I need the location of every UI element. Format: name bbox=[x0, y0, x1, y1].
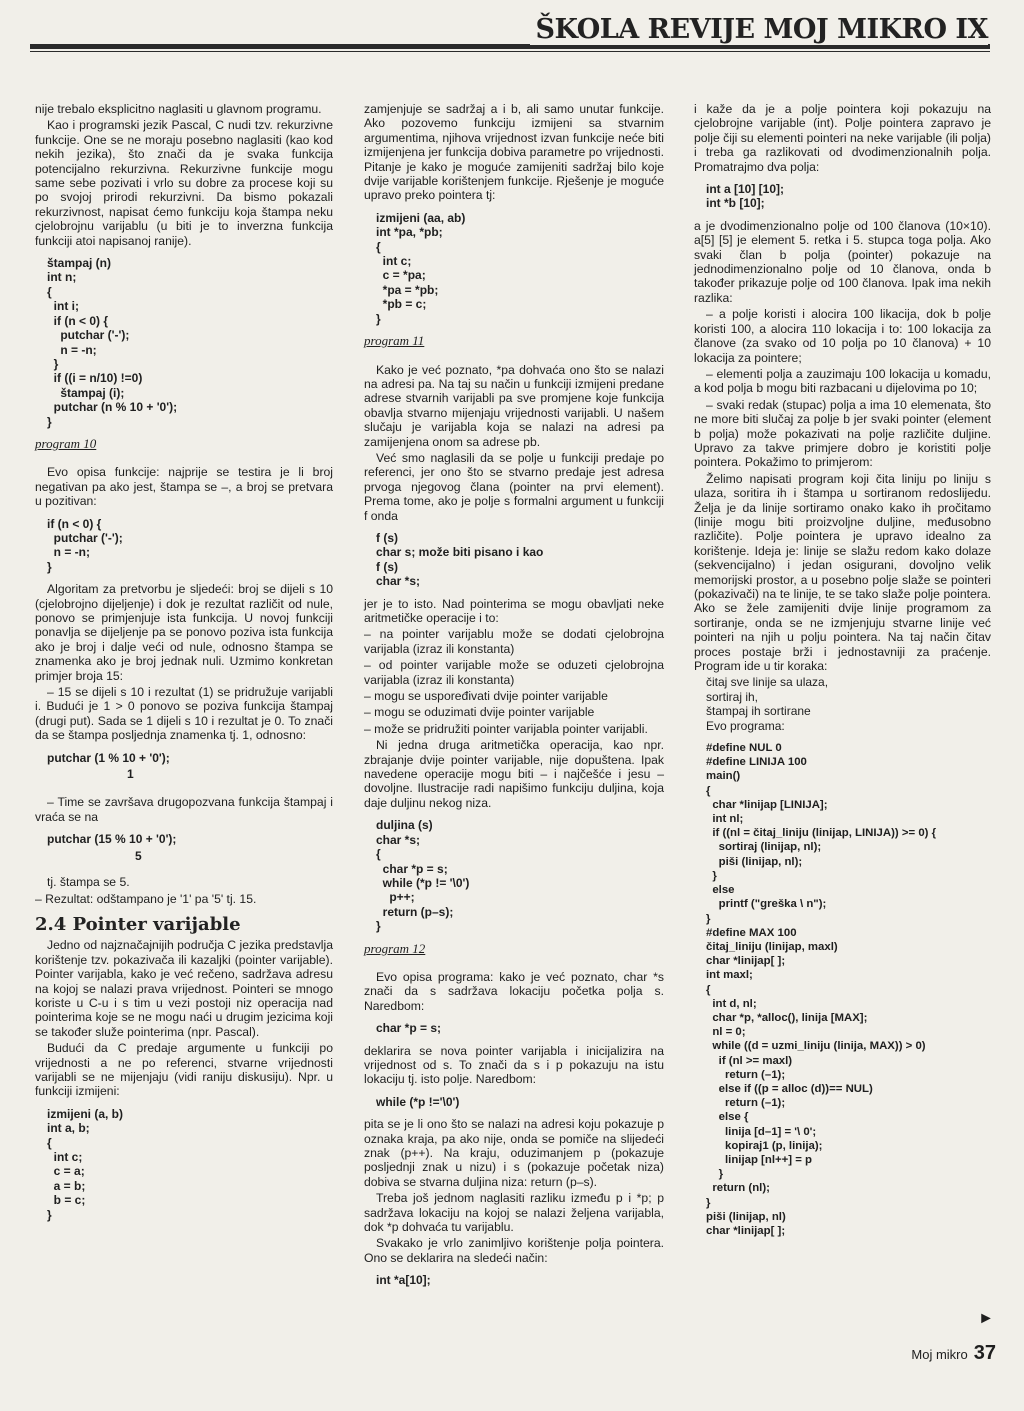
paragraph: zamjenjuje se sadržaj a i b, ali samo unutar funkcije. Ako pozovemo funkciju izmijeni sa stvarnim argumentima, njihova vrijednost izvan funkcije neće biti izmijenjena jer funkcija dobiva parametre po vrijednosti. Pitanje je kako je moguće zamijeniti sadržaj bilo koje dvije varijable korištenjem funkcije. Rješenje je moguće upravo preko pointera tj: bbox=[364, 102, 664, 203]
column-1 bbox=[35, 102, 333, 1230]
paragraph: Ni jedna druga aritmetička operacija, kao npr. zbrajanje dvije pointer varijable, nije dopuštena. Ipak navedene operacije mogu biti – i najčešće i jesu – dovoljne. Ilustracije radi napišimo funkciju duljina, koja daje duljinu nekog niza. bbox=[364, 738, 664, 810]
step-list: čitaj sve linije sa ulaza, sortiraj ih, štampaj ih sortirane Evo programa: bbox=[706, 675, 829, 733]
paragraph: Jedno od najznačajnijih područja C jezika predstavlja korištenje tzv. pokazivača ili kazaljki (pointer varijable). Pointer varijabla, kako je već rečeno, sadržava adresu na kojoj se nalazi prava vrijednost. Pointeri se mnogo koriste u C-u i s tim u vezi postoji niz operacija nad pointerima koje se ne mogu naći u drugim jezicima koji se također služe pointerima (npr. Pascal). bbox=[35, 938, 333, 1039]
column-3 bbox=[694, 102, 991, 1246]
paragraph: – Time se završava drugopozvana funkcija štampaj i vraća se na bbox=[35, 795, 333, 824]
paragraph: Treba još jednom naglasiti razliku između p i *p; p sadržava lokaciju na kojoj se nalazi željena varijabla, dok *p dohvaća tu varijablu. bbox=[364, 1191, 664, 1235]
list-item: – mogu se oduzimati dvije pointer varijable bbox=[364, 705, 595, 720]
code-annotation: 5 bbox=[135, 848, 142, 863]
list-item: – od pointer varijable može se oduzeti cjelobrojna varijabla (izraz ili konstanta) bbox=[364, 658, 664, 687]
paragraph: Kako je već poznato, *pa dohvaća ono što se nalazi na adresi pa. Na taj su način u funkciji izmijeni predane adrese stvarnih varijabli pa sve promjene koje funkcija obavlja stvarno mijenjaju vrijednosti varijabli. U našem slučaju je varijabla koja se nalazi na adresi pa zamijenjena onom sa adrese pb. bbox=[364, 362, 664, 449]
paragraph: Želimo napisati program koji čita liniju po liniju s ulaza, soritira ih i štampa u sortiranom redoslijedu. Želja je da linije sortiramo onako kako ih pročitamo (linije mogu biti proizvoljne duljine, međusobno različite). Polje pointera je upravo idealno za korištenje. Ideja je: linije se slažu redom kako dolaze (sekvencijalno) i jedan osigurani, dovoljno velik memorijski prostor, a u posebno polje slaže se pointeri (pokazivači) na te linije, te se tako slaže polje pointera. Ako se žele zamijeniti dvije linije programom za sortiranje, onda se ne izmjenjuju stvarne linije već pointeri na njih u polju pointera. Na taj način čitav proces postaje brži i jednostavniji za praćenje. Program ide u tir koraka: bbox=[694, 471, 991, 674]
paragraph: – 15 se dijeli s 10 i rezultat (1) se pridružuje varijabli i. Budući je 1 > 0 ponovo se poziva funkcija štampaj (drugi put). Sada se 1 dijeli s 10 i rezultat je 0. To znači da se štampa posljednja znamenka tj. 1, odnosno: bbox=[35, 685, 333, 743]
paragraph: – Rezultat: odštampano je '1' pa '5' tj. 15. bbox=[35, 891, 257, 906]
list-item: – elementi polja a zauzimaju 100 lokacija u komadu, a kod polja b mogu biti razbacani u dijelovima po 10; bbox=[694, 366, 991, 396]
code-block: if (n < 0) { putchar ('-'); n = -n; } bbox=[47, 516, 123, 574]
list-item: – na pointer varijablu može se dodati cjelobrojna varijabla (izraz ili konstanta) bbox=[364, 627, 664, 656]
section-heading: 2.4 Pointer varijable bbox=[35, 913, 241, 935]
paragraph: Svakako je vrlo zanimljivo korištenje polja pointera. Ono se deklarira na sledeći način: bbox=[364, 1236, 664, 1265]
column-2 bbox=[364, 102, 664, 1296]
code-block: int *a[10]; bbox=[376, 1273, 431, 1288]
continue-arrow-icon: ► bbox=[978, 1310, 994, 1327]
paragraph: Algoritam za pretvorbu je sljedeći: broj se dijeli s 10 (cjelobrojno dijeljenje) i dok je rezultat različit od nule, ponovo se primjenjuje ista funkcija. U novoj funkciji ponavlja se dijeljenje pa se ponovo poziva ista funkcija ako je broj i dalje veći od nule, odnosno štampa se znamenka ako je broj jednak nuli. Uzmimo konkretan primjer broja 15: bbox=[35, 582, 333, 683]
code-block: putchar (1 % 10 + '0'); bbox=[47, 750, 170, 765]
code-block: izmijeni (aa, ab) int *pa, *pb; { int c; c = *pa; *pa = *pb; *pb = c; } bbox=[376, 210, 466, 326]
code-block: duljina (s) char *s; { char *p = s; while (*p != '\0') p++; return (p–s); } bbox=[376, 818, 470, 934]
page-number: 37 bbox=[973, 1342, 996, 1364]
code-annotation: 1 bbox=[127, 767, 134, 782]
paragraph: Evo opisa funkcije: najprije se testira je li broj negativan pa ako jest, štampa se –, a broj se pretvara u pozitivan: bbox=[35, 465, 333, 509]
magazine-name: Moj mikro bbox=[911, 1347, 968, 1362]
header-rule-thin bbox=[30, 51, 990, 52]
paragraph: pita se je li ono što se nalazi na adresi koju pokazuje p oznaka kraja, pa ako nije, onda se pomiče na slijedeći znak (p++). Na kraju, oduzimanjem p (pokazuje posljednji znak u nizu) i s (pokazuje početak niza) dobiva se stvarna duljina niza: return (p–s). bbox=[364, 1117, 664, 1189]
list-item: – mogu se uspoređivati dvije pointer varijable bbox=[364, 689, 608, 704]
code-block: putchar (15 % 10 + '0'); bbox=[47, 832, 177, 847]
code-block: int a [10] [10]; int *b [10]; bbox=[706, 182, 785, 211]
header-title: ŠKOLA REVIJE MOJ MIKRO IX bbox=[530, 14, 988, 45]
paragraph: nije trebalo eksplicitno naglasiti u glavnom programu. bbox=[35, 102, 322, 116]
page-footer bbox=[911, 1342, 996, 1365]
caption: program 11 bbox=[364, 333, 425, 349]
paragraph: i kaže da je a polje pointera koji pokazuju na cjelobrojne varijable (int). Polje pointera zapravo je polje čiji su elementi pointeri na neke varijable (ili polja) i treba ga razlikovati od dvodimenzionalnih polja. Promatrajmo dva polja: bbox=[694, 102, 991, 174]
list-item: – može se pridružiti pointer varijabla pointer varijabli. bbox=[364, 721, 648, 736]
caption: program 12 bbox=[364, 940, 426, 956]
code-block: char *p = s; bbox=[376, 1021, 442, 1036]
paragraph: tj. štampa se 5. bbox=[47, 875, 130, 890]
paragraph: a je dvodimenzionalno polje od 100 članova (10×10). a[5] [5] je element 5. retka i 5. stupca toga polja. Ako svaki član b polja (pointer) pokazuje na jednodimenzionalno polje od 10 članova, onda b također prikazuje polje od 100 članova. Ipak ima nekih razlika: bbox=[694, 218, 991, 305]
paragraph: Evo opisa programa: kako je već poznato, char *s znači da s sadržava lokaciju početka polja s. Naredbom: bbox=[364, 969, 664, 1013]
code-block: f (s) char s; može biti pisano i kao f (s) char *s; bbox=[376, 530, 544, 589]
caption: program 10 bbox=[35, 435, 97, 451]
list-item: – a polje koristi i alocira 100 likacija, dok b polje koristi 100, a alocira 110 lokacija i to: 100 lokacija za članove (za svako od 10 polja po 10 članova) + 10 lokacija za pointere; bbox=[694, 307, 991, 365]
list-item: – svaki redak (stupac) polja a ima 10 elemenata, što ne more biti slučaj za polje b jer svaki pointer (element b polja) može pokazivati na polje različite duljine. Upravo za takve primjere dobro je koristiti polje pointera. Pokažimo to primjerom: bbox=[694, 397, 991, 470]
code-block: while (*p !='\0') bbox=[376, 1094, 460, 1109]
paragraph: Već smo naglasili da se polje u funkciji predaje po referenci, jer ono što se stvarno predaje jest adresa prvoga njegovog člana (pointer na prvi element). Prema tome, ako je polje s formalni argument u funkciji f onda bbox=[364, 450, 664, 523]
paragraph: Budući da C predaje argumente u funkciji po vrijednosti a ne po referenci, stvarne vrijednosti varijabli se ne mijenjaju (vidi raniju diskusiju). Npr. u funkciji izmijeni: bbox=[35, 1041, 333, 1099]
code-block: izmijeni (a, b) int a, b; { int c; c = a; a = b; b = c; } bbox=[47, 1106, 124, 1222]
paragraph: jer je to isto. Nad pointerima se mogu obavljati neke aritmetičke operacije i to: bbox=[364, 596, 664, 625]
code-block: štampaj (n) int n; { int i; if (n < 0) { putchar ('-'); n = -n; } if ((i = n/10) !=0) štampaj (i); putchar (n % 10 + '0'); } bbox=[47, 256, 178, 429]
code-block: #define NUL 0 #define LINIJA 100 main() { char *linijap [LINIJA]; int nl; if ((nl = čitaj_liniju (linijap, LINIJA)) >= 0) { sortiraj (linijap, nl); piši (linijap, nl); } else printf ("greška \ n"); } #define MAX 100 čitaj_liniju (linijap, maxl) char *linijap[ ]; int maxl; { int d, nl; char *p, *alloc(), linija [MAX]; nl = 0; while ((d = uzmi_liniju (linija, MAX)) > 0) if (nl >= maxl) return (–1); else if ((p = alloc (d))== NUL) return (–1); else { linija [d–1] = '\ 0'; kopiraj1 (p, linija); linijap [nl++] = p } return (nl); } piši (linijap, nl) char *linijap[ ]; bbox=[706, 742, 937, 1237]
paragraph: Kao i programski jezik Pascal, C nudi tzv. rekurzivne funkcije. One se ne moraju posebno naglasiti (kao kod nekih jezika), što znači da je svaka funkcija potencijalno rekurzivna. Rekurzivne funkcije mogu same sebe pozivati i vrlo su dobre za procese koji su po svojoj prirodi rekurzivni. Da bismo pokazali rekurzivnost, napisat ćemo funkciju koja štampa neku cjelobrojnu varijablu (u biti je to inverzna funkcija funkciji atoi napisanoj ranije). bbox=[35, 118, 333, 248]
paragraph: deklarira se nova pointer varijabla i inicijalizira na vrijednost od s. To znači da s i p pokazuju na istu lokaciju tj. isto polje. Naredbom: bbox=[364, 1043, 664, 1087]
